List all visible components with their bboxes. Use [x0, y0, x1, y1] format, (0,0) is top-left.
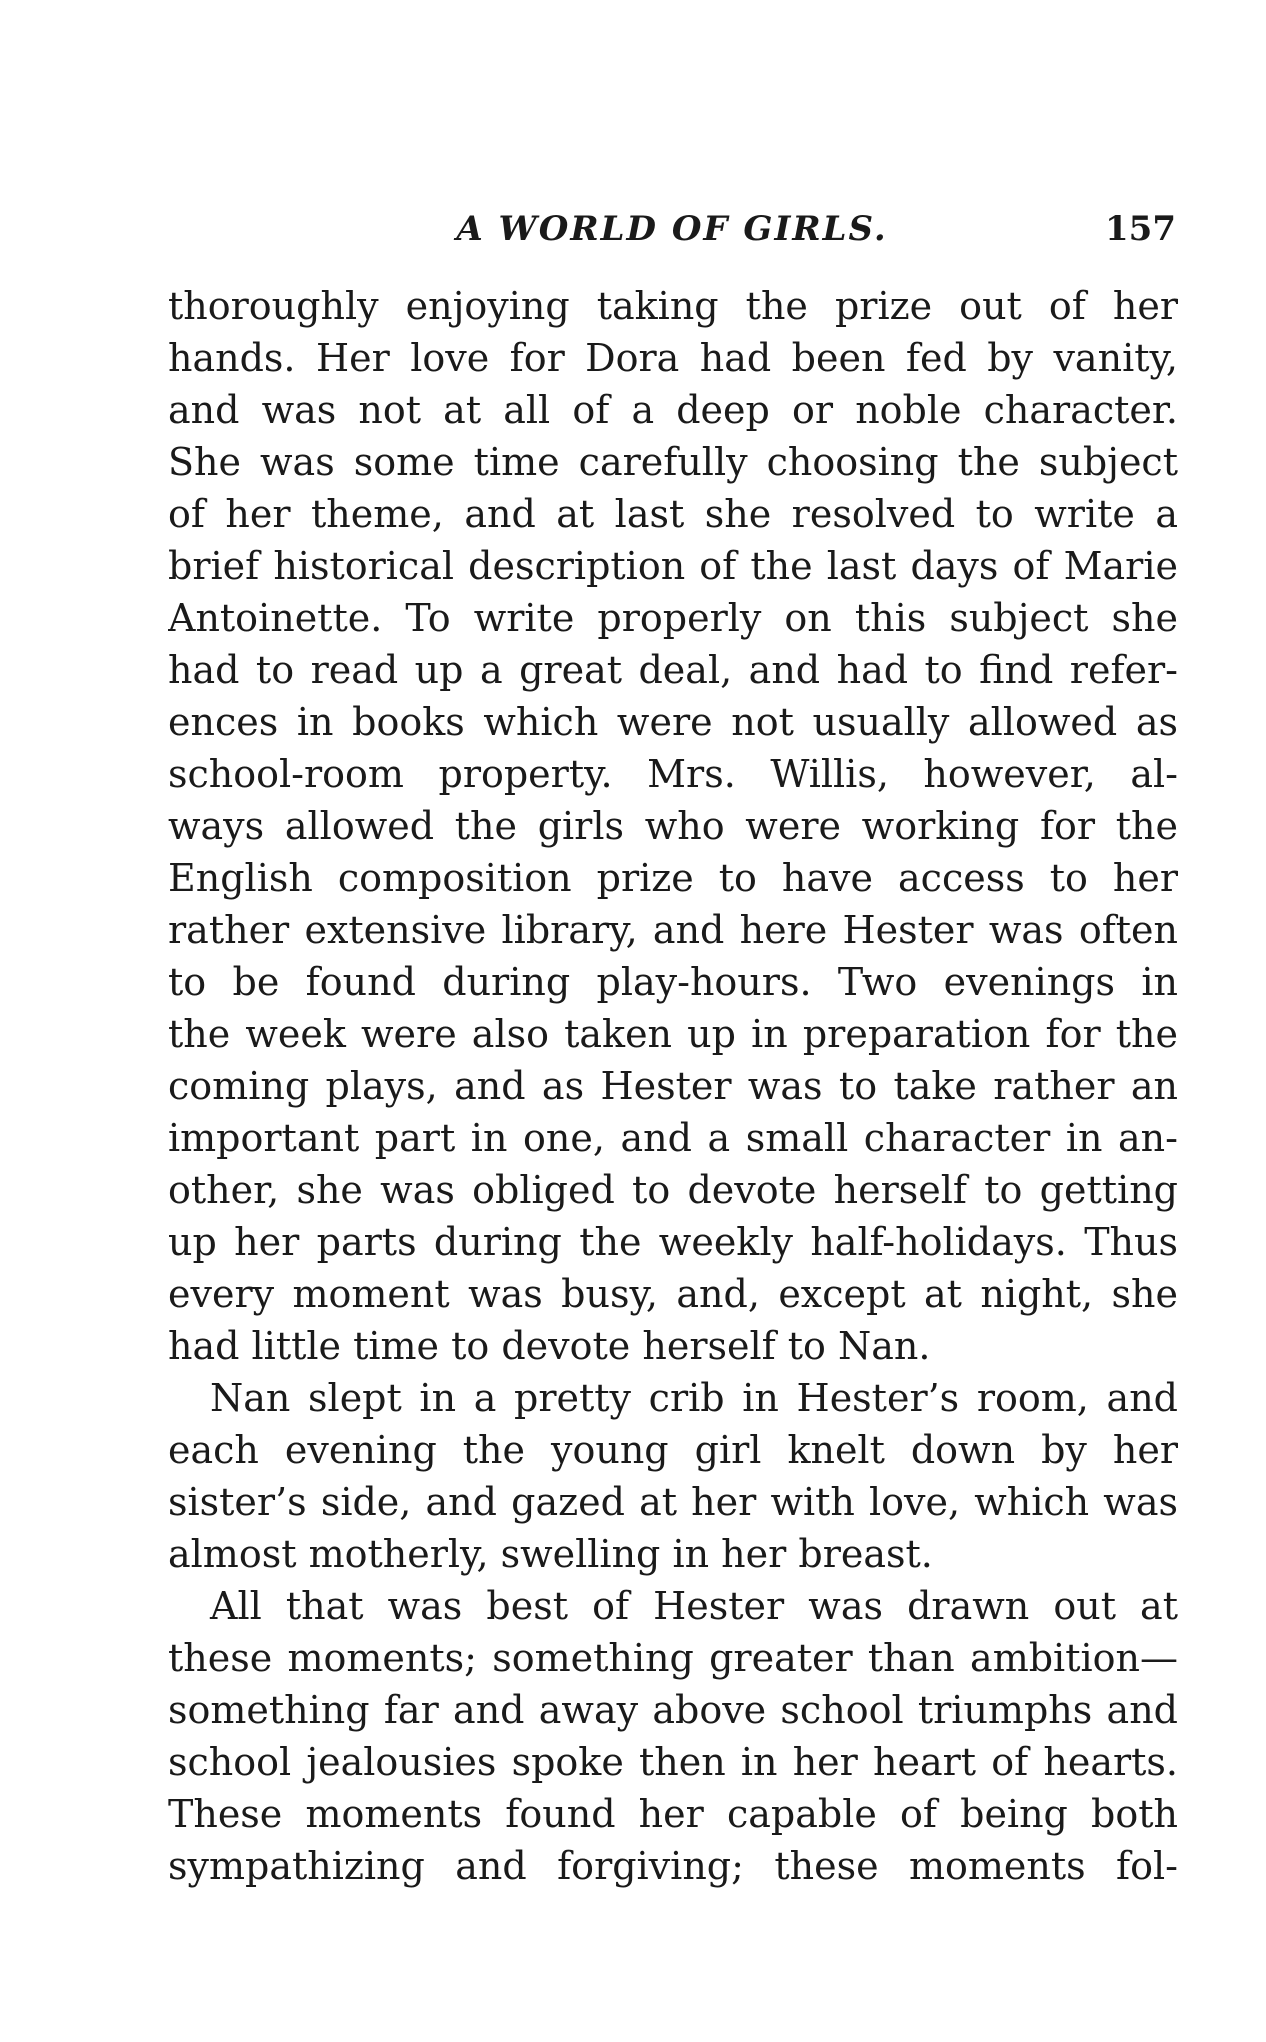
text-line: Antoinette. To write properly on this subject she — [168, 596, 1178, 640]
page-number: 157 — [1105, 209, 1176, 249]
text-line: thoroughly enjoying taking the prize out of her — [168, 284, 1178, 328]
text-line: school-room property. Mrs. Willis, however, al- — [168, 752, 1178, 796]
text-line: These moments found her capable of being both — [168, 1792, 1178, 1836]
text-line: the week were also taken up in preparation for the — [168, 1012, 1178, 1056]
paragraph — [168, 1580, 1178, 1892]
text-line: every moment was busy, and, except at night, she — [168, 1272, 1178, 1316]
text-line: had little time to devote herself to Nan. — [168, 1324, 931, 1368]
text-line: hands. Her love for Dora had been fed by vanity, — [168, 336, 1178, 380]
text-line: something far and away above school triumphs and — [168, 1688, 1178, 1732]
text-line: sympathizing and forgiving; these moments fol- — [168, 1844, 1178, 1888]
text-line: brief historical description of the last days of Marie — [168, 544, 1178, 588]
text-line: ways allowed the girls who were working for the — [168, 804, 1178, 848]
text-line: these moments; something greater than ambition— — [168, 1636, 1178, 1680]
text-line: to be found during play-hours. Two evenings in — [168, 960, 1178, 1004]
text-line: She was some time carefully choosing the subject — [168, 440, 1178, 484]
text-line: of her theme, and at last she resolved to write a — [168, 492, 1178, 536]
text-line: sister’s side, and gazed at her with love, which was — [168, 1480, 1178, 1524]
body-text — [168, 280, 1178, 1892]
text-line: each evening the young girl knelt down by her — [168, 1428, 1178, 1472]
text-line: rather extensive library, and here Hester was often — [168, 908, 1178, 952]
running-title: A WORLD OF GIRLS. — [456, 209, 888, 249]
paragraph — [168, 1372, 1178, 1580]
text-line: ences in books which were not usually allowed as — [168, 700, 1178, 744]
text-line: up her parts during the weekly half-holidays. Thus — [168, 1220, 1178, 1264]
text-line: English composition prize to have access to her — [168, 856, 1178, 900]
text-line: Nan slept in a pretty crib in Hester’s room, and — [210, 1376, 1178, 1420]
text-line: other, she was obliged to devote herself to getting — [168, 1168, 1178, 1212]
text-line: All that was best of Hester was drawn out at — [210, 1584, 1178, 1628]
text-line: important part in one, and a small character in an- — [168, 1116, 1178, 1160]
text-line: had to read up a great deal, and had to find refer- — [168, 648, 1178, 692]
running-head — [168, 204, 1176, 254]
text-line: school jealousies spoke then in her heart of hearts. — [168, 1740, 1178, 1784]
paragraph — [168, 280, 1178, 1372]
text-line: almost motherly, swelling in her breast. — [168, 1532, 933, 1576]
text-line: and was not at all of a deep or noble character. — [168, 388, 1178, 432]
text-line: coming plays, and as Hester was to take rather an — [168, 1064, 1178, 1108]
